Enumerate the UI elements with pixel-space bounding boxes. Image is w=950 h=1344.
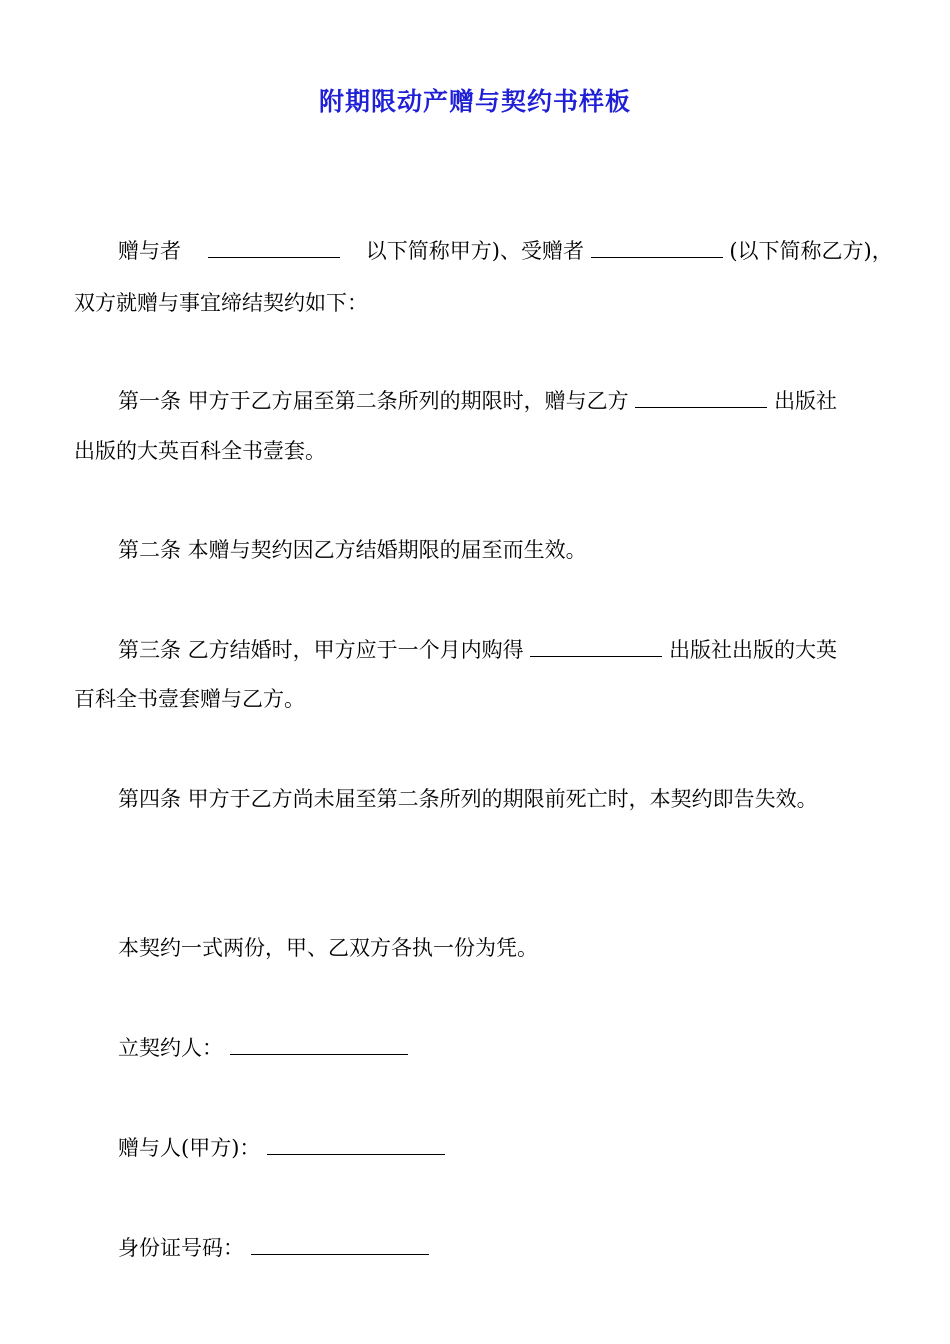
id-number-blank[interactable]	[251, 1234, 429, 1255]
intro-line-2: 双方就赠与事宜缔结契约如下：	[74, 291, 368, 315]
copies-clause: 本契约一式两份，甲、乙双方各执一份为凭。	[118, 936, 538, 960]
intro-recipient-label: 以下简称甲方)、受赠者	[365, 239, 584, 263]
donor-label: 赠与人(甲方)：	[118, 1136, 261, 1160]
publisher-blank-2[interactable]	[530, 636, 662, 657]
article-3-line-2: 百科全书壹套赠与乙方。	[74, 687, 305, 711]
intro-line-1	[118, 237, 938, 265]
recipient-blank[interactable]	[591, 237, 723, 258]
article-1-line-2: 出版的大英百科全书壹套。	[74, 439, 326, 463]
publisher-blank-1[interactable]	[635, 387, 767, 408]
article-1-suffix: 出版社	[774, 389, 838, 413]
contractor-blank[interactable]	[230, 1034, 408, 1055]
article-1-line-1	[118, 387, 938, 415]
donor-blank[interactable]	[208, 237, 340, 258]
id-number-label: 身份证号码：	[118, 1236, 244, 1260]
document-title: 附期限动产赠与契约书样板	[318, 87, 631, 116]
article-3-line-1	[118, 636, 938, 664]
donor-signature-line	[118, 1134, 938, 1162]
article-3-text: 第三条 乙方结婚时，甲方应于一个月内购得	[118, 638, 524, 662]
intro-donor-label: 赠与者	[118, 239, 181, 263]
intro-recipient-suffix: (以下简称乙方)，	[729, 239, 893, 263]
article-4: 第四条 甲方于乙方尚未届至第二条所列的期限前死亡时，本契约即告失效。	[118, 787, 818, 811]
donor-signature-blank[interactable]	[267, 1134, 445, 1155]
article-1-text: 第一条 甲方于乙方届至第二条所列的期限时，赠与乙方	[118, 389, 629, 413]
article-3-suffix: 出版社出版的大英	[669, 638, 838, 662]
article-2: 第二条 本赠与契约因乙方结婚期限的届至而生效。	[118, 538, 587, 562]
contractor-label: 立契约人：	[118, 1036, 223, 1060]
contractor-signature-line	[118, 1034, 938, 1062]
id-number-line	[118, 1234, 938, 1262]
